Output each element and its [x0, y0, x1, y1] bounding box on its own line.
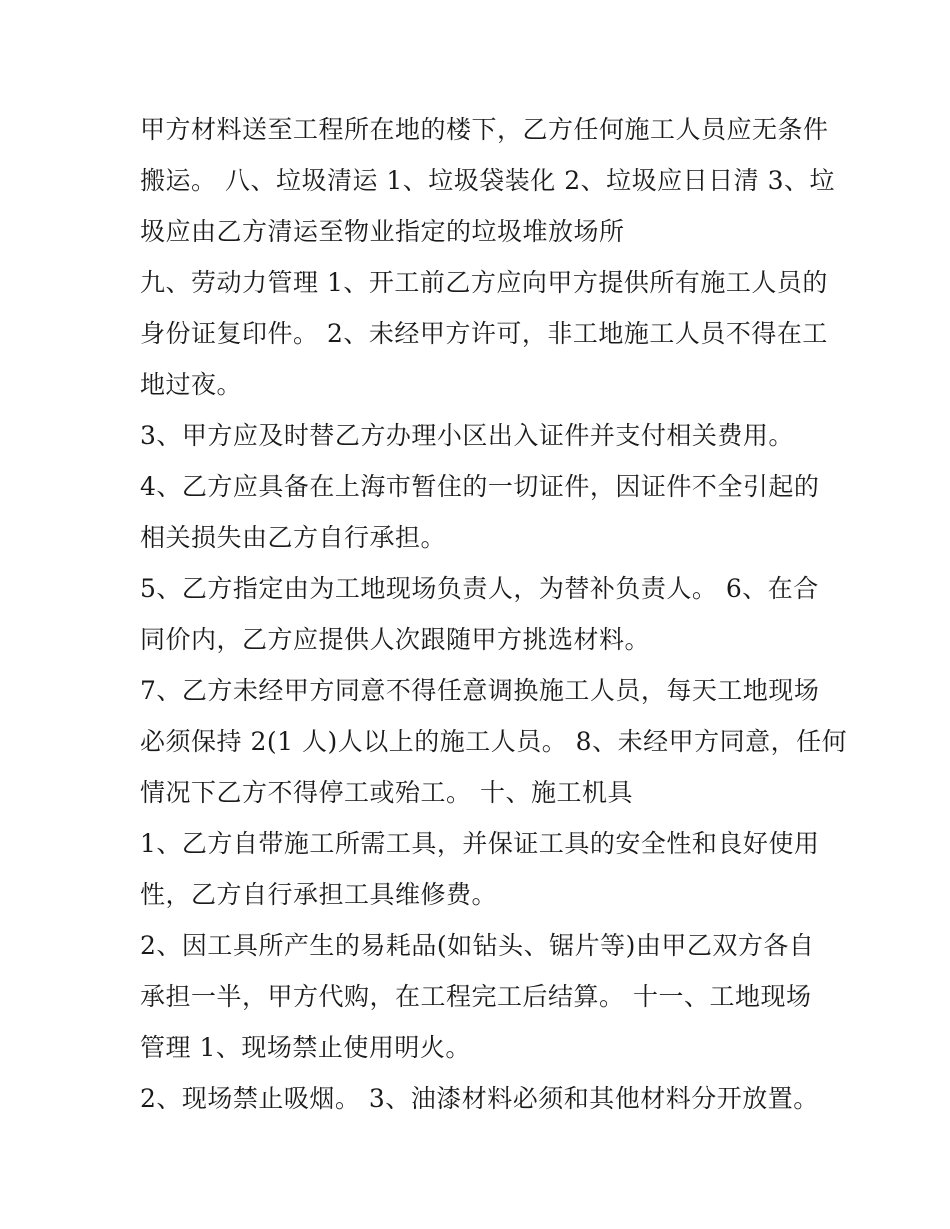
text-line: 承担一半，甲方代购，在工程完工后结算。 十一、工地现场 [140, 982, 812, 1011]
text-line: 情况下乙方不得停工或殆工。 十、施工机具 [140, 778, 633, 807]
text-line: 圾应由乙方清运至物业指定的垃圾堆放场所 [140, 217, 625, 246]
text-line: 身份证复印件。 2、未经甲方许可，非工地施工人员不得在工 [140, 319, 828, 348]
text-line: 3、甲方应及时替乙方办理小区出入证件并支付相关费用。 [140, 421, 794, 450]
text-line: 1、乙方自带施工所需工具，并保证工具的安全性和良好使用 [140, 829, 820, 858]
text-line: 同价内，乙方应提供人次跟随甲方挑选材料。 [140, 625, 651, 654]
text-line: 搬运。 八、垃圾清运 1、垃圾袋装化 2、垃圾应日日清 3、垃 [140, 166, 836, 195]
text-line: 甲方材料送至工程所在地的楼下，乙方任何施工人员应无条件 [140, 115, 829, 144]
text-line: 7、乙方未经甲方同意不得任意调换施工人员，每天工地现场 [140, 676, 820, 705]
text-line: 5、乙方指定由为工地现场负责人，为替补负责人。 6、在合 [140, 574, 819, 603]
text-line: 4、乙方应具备在上海市暂住的一切证件，因证件不全引起的 [140, 472, 820, 501]
text-line: 性，乙方自行承担工具维修费。 [140, 880, 498, 909]
text-line: 2、因工具所产生的易耗品(如钻头、锯片等)由甲乙双方各自 [140, 931, 815, 960]
text-line: 必须保持 2(1 人)人以上的施工人员。 8、未经甲方同意，任何 [140, 727, 848, 756]
text-line: 相关损失由乙方自行承担。 [140, 523, 447, 552]
document-body [140, 104, 848, 1124]
text-line: 地过夜。 [140, 370, 243, 399]
text-line: 九、劳动力管理 1、开工前乙方应向甲方提供所有施工人员的 [140, 268, 828, 297]
text-line: 管理 1、现场禁止使用明火。 [140, 1033, 471, 1062]
text-line: 2、现场禁止吸烟。 3、油漆材料必须和其他材料分开放置。 [140, 1084, 819, 1113]
